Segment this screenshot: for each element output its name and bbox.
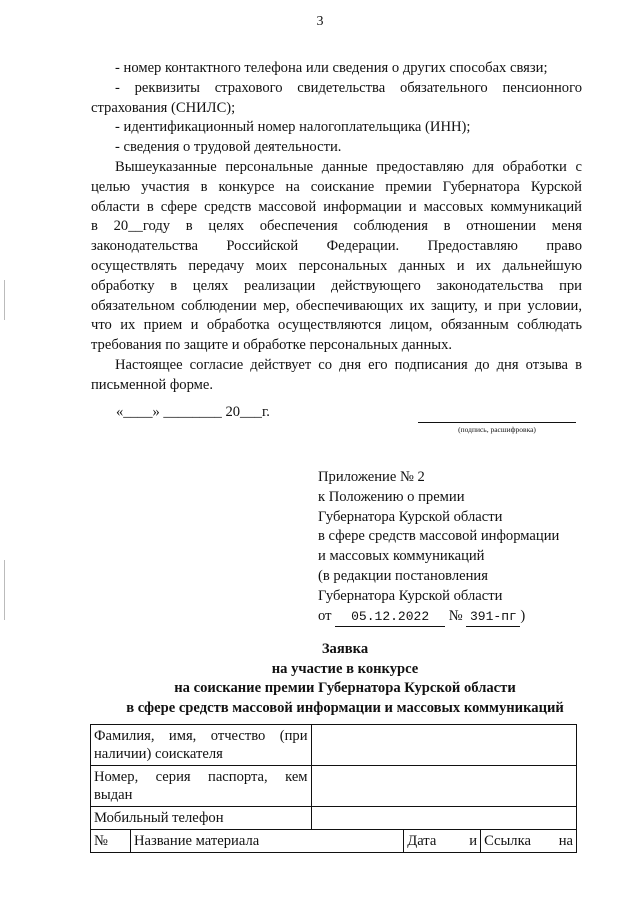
passport-field[interactable] xyxy=(311,766,576,807)
application-title xyxy=(60,640,630,718)
close-paren: ) xyxy=(520,607,526,624)
list-item: - номер контактного телефона или сведения о других способах связи; xyxy=(115,60,548,76)
date-blank: «____» ________ 20___г. xyxy=(116,404,270,420)
paragraph-line: области в сфере средств массовой информации и массовых коммуникаций xyxy=(91,198,582,215)
scan-margin-mark xyxy=(4,560,5,620)
paragraph-line: что их прием и обработка осуществляются лицом, обязанным соблюдать xyxy=(91,317,582,334)
signature-caption: (подпись, расшифровка) xyxy=(458,425,536,434)
appendix-decree-line xyxy=(318,607,559,628)
title-line: Заявка xyxy=(321,641,369,657)
appendix-line: (в редакции постановления xyxy=(318,567,488,584)
decree-date: 05.12.2022 xyxy=(351,608,430,624)
list-item: - сведения о трудовой деятельности. xyxy=(115,139,342,156)
title-line: на соискание премии Губернатора Курской области xyxy=(174,680,516,696)
mobile-phone-label: Мобильный телефон xyxy=(91,807,312,830)
appendix-header xyxy=(318,468,559,627)
paragraph-line: обязательном соблюдении мер, обеспечивающих их защиту, и при условии, xyxy=(91,297,582,314)
paragraph-line: целью участия в конкурсе на соискание премии Губернатора Курской xyxy=(91,178,582,195)
applicant-name-field[interactable] xyxy=(311,725,576,766)
table-row xyxy=(91,807,577,830)
col-date-header: Дата и xyxy=(404,830,481,853)
paragraph-line: письменной форме. xyxy=(91,376,214,393)
from-label: от xyxy=(318,607,332,624)
signature-line xyxy=(418,422,576,423)
paragraph-line: законодательства Российской Федерации. Предоставляю право xyxy=(91,238,582,255)
col-number-header: № xyxy=(91,830,131,853)
paragraph-line: осуществлять передачу моих персональных данных и их дальнейшую xyxy=(91,257,582,274)
consent-text xyxy=(91,59,582,396)
table-row xyxy=(91,725,577,766)
list-item-continuation: страхования (СНИЛС); xyxy=(91,99,236,116)
paragraph-line: Настоящее согласие действует со дня его подписания до дня отзыва в xyxy=(115,356,582,373)
page-number: 3 xyxy=(316,14,324,29)
application-form-table xyxy=(90,724,577,853)
title-line: на участие в конкурсе xyxy=(271,660,419,677)
passport-label: Номер, серия паспорта, кем выдан xyxy=(91,766,312,807)
appendix-line: Губернатора Курской области xyxy=(318,587,503,604)
col-link-header: Ссылка на xyxy=(481,830,577,853)
number-label: № xyxy=(448,607,463,624)
title-line: в сфере средств массовой информации и массовых коммуникаций xyxy=(126,699,564,716)
list-item: - реквизиты страхового свидетельства обязательного пенсионного xyxy=(115,79,582,96)
list-item: - идентификационный номер налогоплательщика (ИНН); xyxy=(115,119,471,136)
col-material-name-header: Название материала xyxy=(130,830,403,853)
paragraph-line: обработку в целях реализации действующего законодательства при xyxy=(91,277,582,294)
appendix-line: Губернатора Курской области xyxy=(318,508,503,525)
appendix-line: к Положению о премии xyxy=(318,488,465,505)
paragraph-line: требования по защите и обработке персональных данных. xyxy=(91,337,453,354)
paragraph-line: Вышеуказанные персональные данные предоставляю для обработки с xyxy=(115,158,582,175)
table-row xyxy=(91,766,577,807)
mobile-phone-field[interactable] xyxy=(311,807,576,830)
appendix-line: и массовых коммуникаций xyxy=(318,548,485,565)
paragraph-line: в 20__году в целях обеспечения соблюдения в отношении меня xyxy=(91,218,582,235)
scan-margin-mark xyxy=(4,280,5,320)
decree-number: 391-пг xyxy=(469,608,517,624)
table-header-row xyxy=(91,830,577,853)
appendix-line: Приложение № 2 xyxy=(318,469,425,485)
applicant-name-label: Фамилия, имя, отчество (при наличии) соискателя xyxy=(91,725,312,766)
appendix-line: в сфере средств массовой информации xyxy=(318,528,560,545)
